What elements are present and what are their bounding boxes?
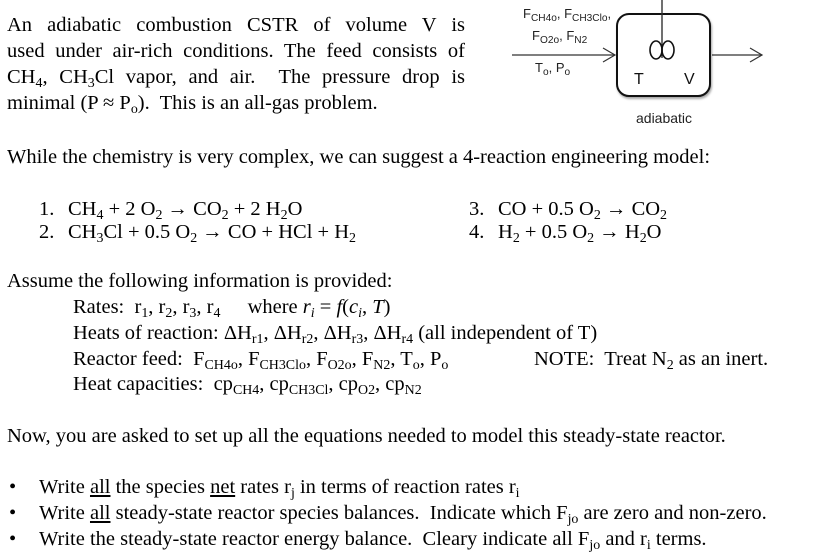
stirrer-icon — [600, 0, 720, 100]
diagram-caption: adiabatic — [636, 110, 693, 126]
reaction-number: 2. — [39, 221, 55, 243]
reaction-number: 4. — [469, 221, 485, 243]
reaction-1: 1. $CH_4 + 2$ $O_2 \to CO_2 + 2$ $H_2O$ — [39, 198, 303, 223]
task-intro-text: Now, you are asked to set up all the equations needed to model this steady-state reactor. — [7, 425, 726, 447]
reaction-number: 1. — [39, 198, 55, 220]
reaction-2: 2. $CH_3Cl + 0.5$ $O_2$ → CO + HCl + $H_2$ — [39, 221, 356, 246]
reaction-number: 3. — [469, 198, 485, 220]
intro-line-3: $CH_4$, $CH_3Cl$ vapor, and air. The pressure drop is — [7, 66, 465, 91]
task-item-1: Write all the species net rates $r_j$ in terms of reaction rates $r_i$ — [39, 476, 520, 501]
reactor-temp-label: T — [634, 71, 644, 88]
intro-line-4: minimal $(P \approx P_o)$. This is an all-gas problem. — [7, 92, 378, 117]
reactor-volume-label: V — [684, 71, 695, 88]
reaction-3: 3. CO + 0.5 $O_2 \to CO_2$ — [469, 198, 668, 223]
task-bullet-icon: • — [9, 502, 17, 524]
task-item-2: Write all steady-state reactor species balances. Indicate which $F_{jo}$ are zero and non-zero. — [39, 502, 767, 527]
intro-line-1: An adiabatic combustion CSTR of volume V is — [7, 14, 465, 36]
intro-line-2: used under air-rich conditions. The feed consists of — [7, 40, 465, 62]
given-rates: Rates: $r_1$, $r_2$, $r_3$, $r_4$ where $r_i = f(c_i$, T) — [73, 296, 391, 321]
feed-conditions-label: $T_o$, $P_o$ — [535, 60, 571, 78]
inert-note: NOTE: Treat $N_2$ as an inert. — [534, 348, 769, 373]
given-heading: Assume the following information is provided: — [7, 270, 393, 292]
task-bullet-icon: • — [9, 476, 17, 498]
task-bullet-icon: • — [9, 528, 17, 550]
given-heat-capacities: Heat capacities: $cp_{CH4}$, $cp_{CH3Cl}$, $cp_{O2}$, $cp_{N2}$ — [73, 373, 422, 398]
feed-flow-label-2: $F_{O2o}$, $F_{N2}$ — [532, 28, 588, 46]
task-item-3: Write the steady-state reactor energy balance. Cleary indicate all $F_{jo}$ and $r_i$ terms. — [39, 528, 707, 553]
feed-flow-label-1: $F_{CH4o}$, $F_{CH3Clo}$, — [523, 6, 612, 24]
given-feed: Reactor feed: $F_{CH4o}$, $F_{CH3Clo}$, $F_{O2o}$, $F_{N2}$, $T_o$, $P_o$ — [73, 348, 449, 373]
reaction-4: 4. $H_2 + 0.5$ $O_2 \to H_2O$ — [469, 221, 662, 246]
model-intro-text: While the chemistry is very complex, we can suggest a 4-reaction engineering model: — [7, 146, 711, 168]
given-heats: Heats of reaction: $\Delta H_{r1}$, $\Delta H_{r2}$, $\Delta H_{r3}$, $\Delta H_{r4}$ (all independent of T) — [73, 322, 598, 347]
